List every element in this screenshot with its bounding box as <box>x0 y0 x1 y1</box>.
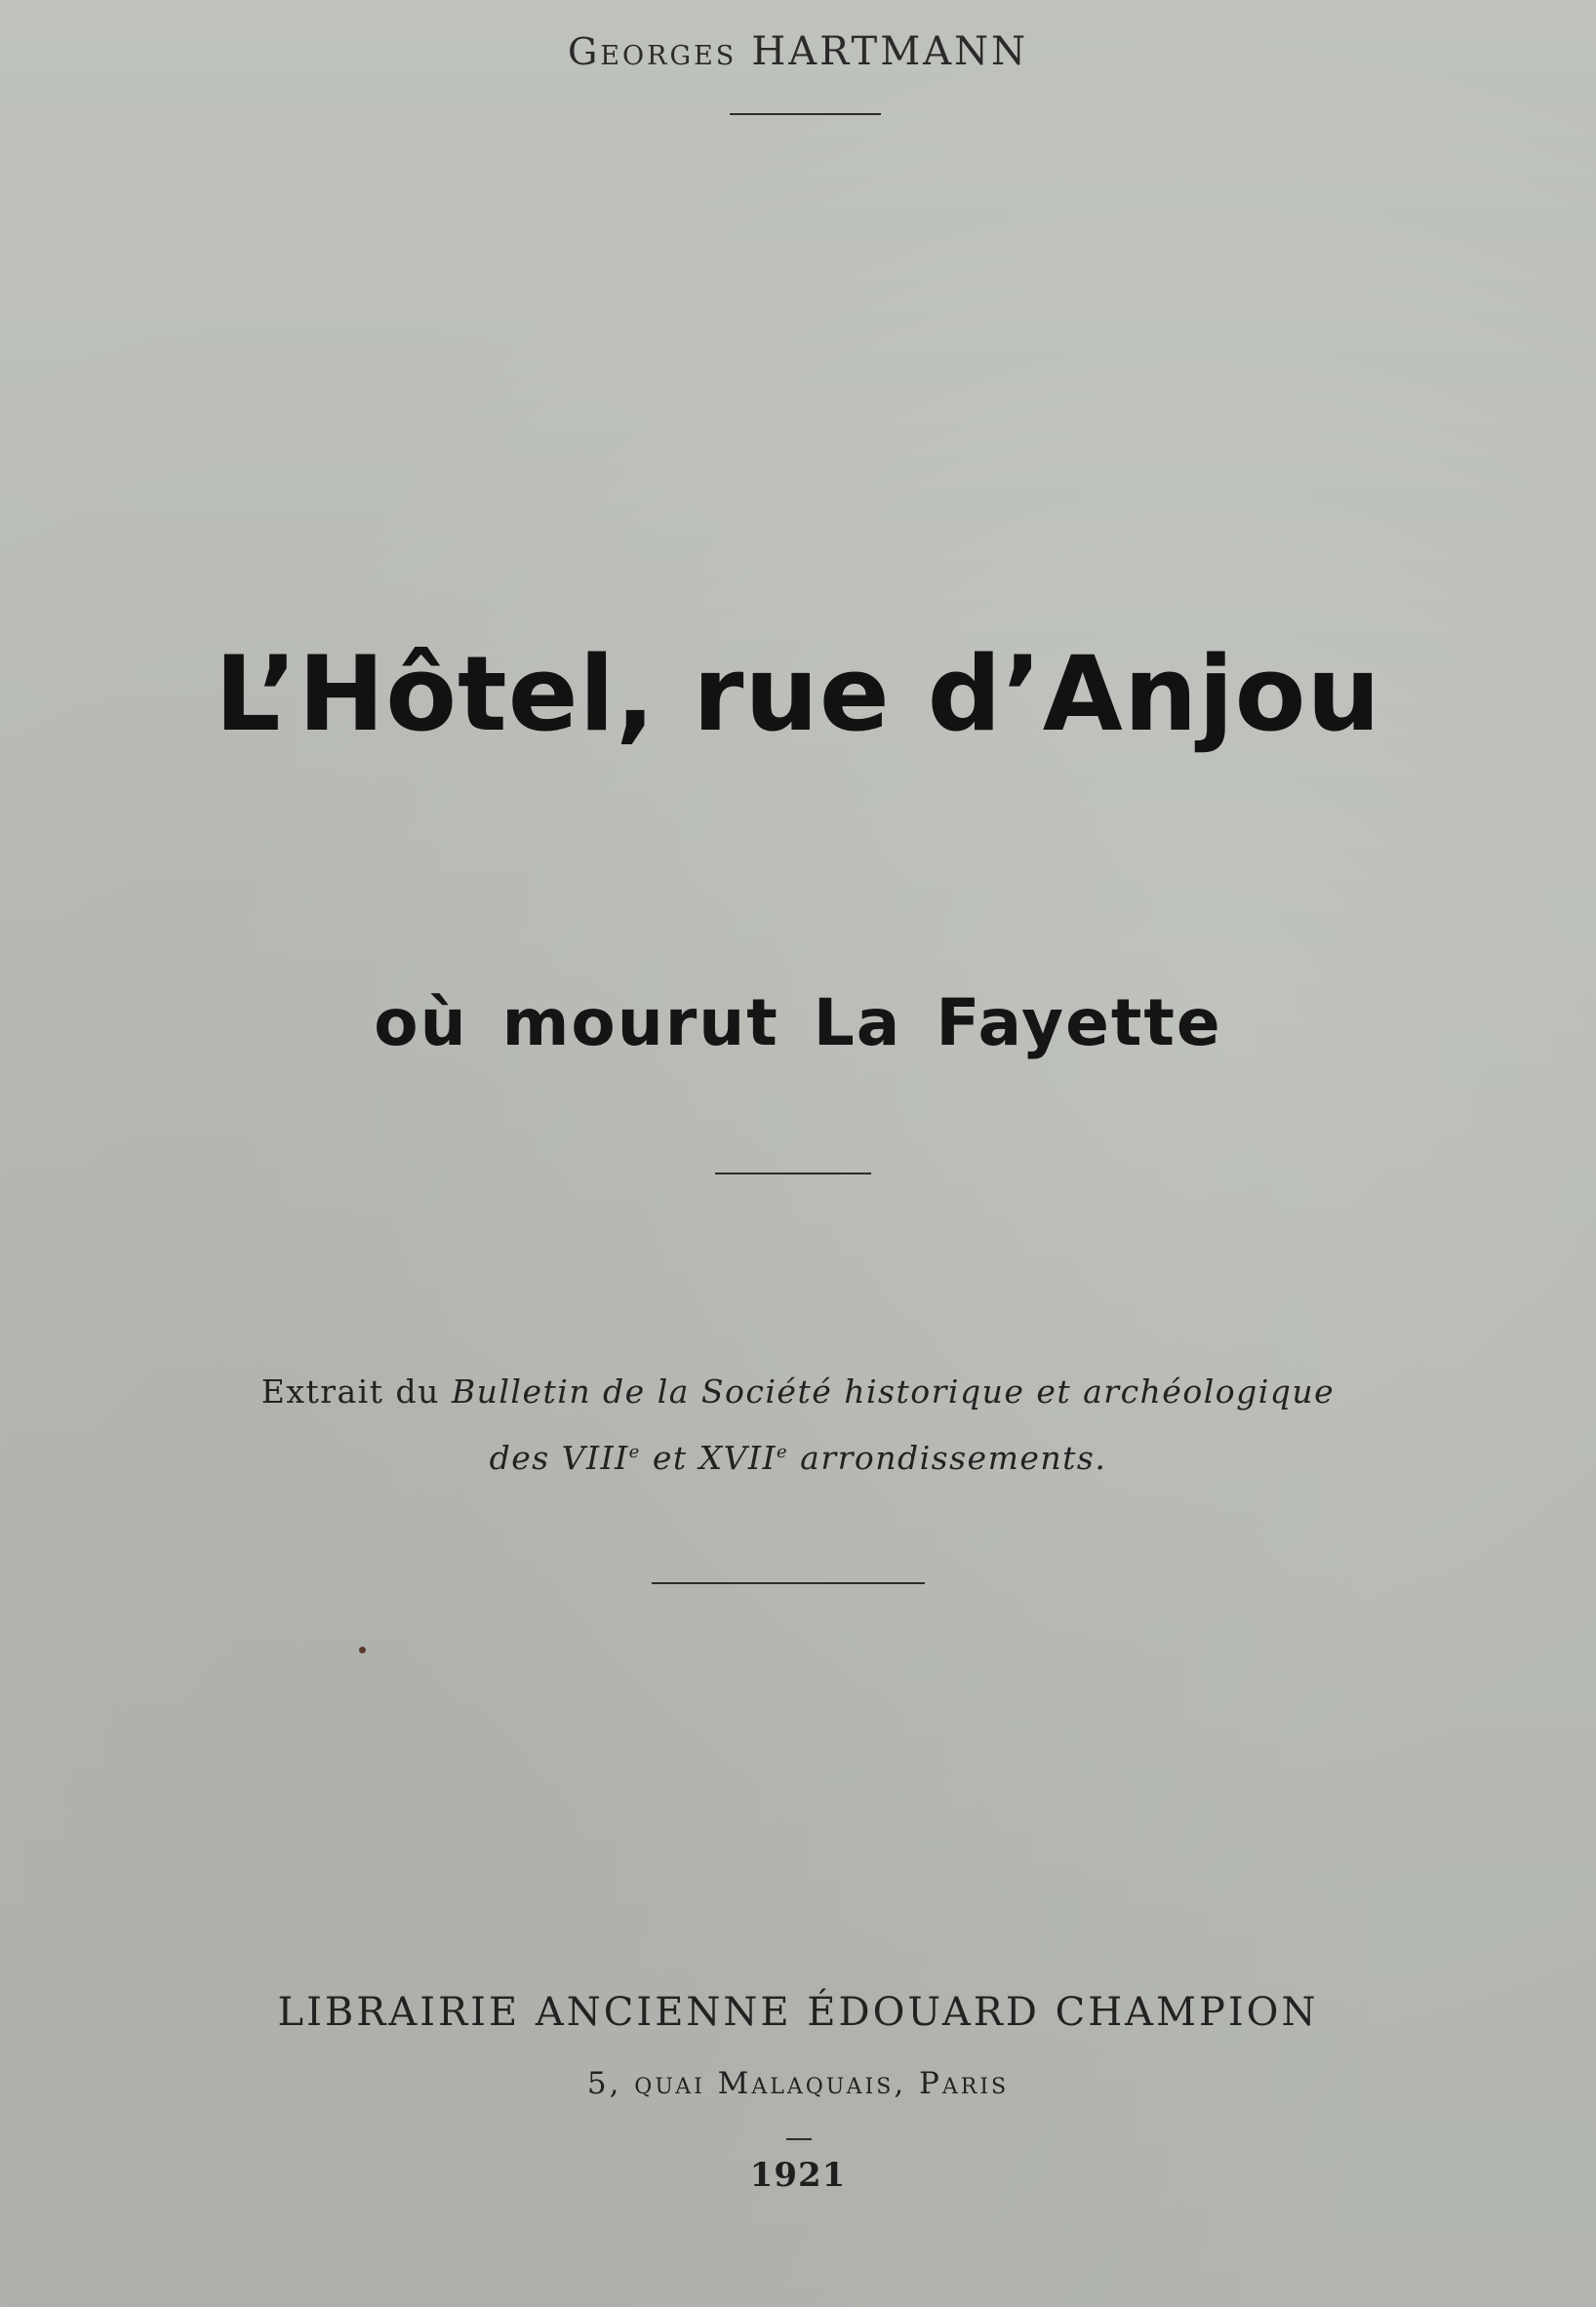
author-last-name: HARTMANN <box>751 29 1029 74</box>
paper-speck <box>359 1647 366 1653</box>
publisher-name: LIBRAIRIE ANCIENNE ÉDOUARD CHAMPION <box>277 1990 1319 2035</box>
extract-prefix: Extrait du <box>260 1372 452 1411</box>
numeral-xvii: XVII <box>698 1439 778 1477</box>
publisher-address: 5, quai Malaquais, Paris <box>586 2066 1010 2101</box>
page-subtitle: où mourut La Fayette <box>374 985 1222 1060</box>
extract-line-2 <box>0 1422 1596 1489</box>
divider-rule <box>715 1173 871 1174</box>
extract-note <box>0 1362 1596 1489</box>
numeral-viii: VIII <box>561 1439 629 1477</box>
author-first-name: Georges <box>567 30 738 73</box>
extract-arrondissements: arrondissements. <box>788 1439 1107 1477</box>
divider-rule <box>786 2138 812 2140</box>
extract-des: des <box>489 1439 562 1477</box>
ordinal-sup: e <box>777 1442 789 1462</box>
bulletin-name: Bulletin de la Société historique et archéologique <box>451 1372 1336 1411</box>
divider-rule <box>652 1582 925 1584</box>
ordinal-sup: e <box>628 1442 641 1462</box>
extract-line-1 <box>0 1362 1596 1422</box>
extract-et: et <box>640 1439 699 1477</box>
divider-rule <box>730 113 881 115</box>
publication-year: 1921 <box>749 2156 847 2195</box>
author-name <box>0 29 1596 74</box>
page-title: L’Hôtel, rue d’Anjou <box>215 634 1381 754</box>
